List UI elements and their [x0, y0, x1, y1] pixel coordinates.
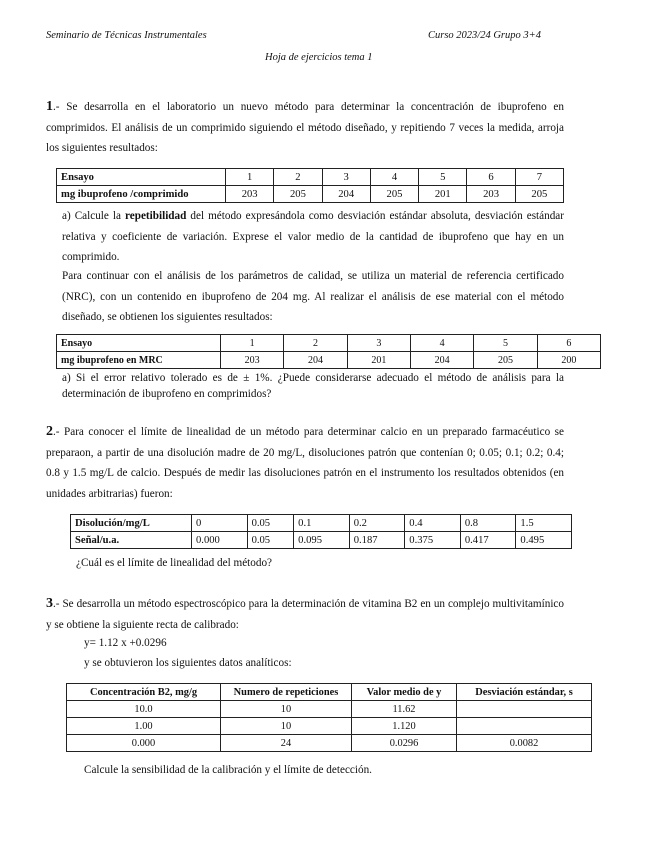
table-row	[67, 684, 592, 701]
table-cell: 205	[515, 186, 563, 203]
table-cell: 0.1	[294, 515, 350, 532]
table-cell: 10	[221, 701, 352, 718]
ex3-table	[66, 683, 592, 752]
table-cell: 0.375	[405, 532, 461, 549]
table-cell: 205	[474, 352, 537, 369]
table-header-cell: 3	[322, 169, 370, 186]
table-row	[57, 169, 564, 186]
ex2-question: ¿Cuál es el límite de linealidad del método?	[76, 557, 273, 569]
table-cell: 201	[419, 186, 467, 203]
table-cell: 0.000	[192, 532, 248, 549]
table-row	[67, 735, 592, 752]
table-cell: 10.0	[67, 701, 221, 718]
table-header-cell: 3	[347, 335, 410, 352]
ex2-intro-text: .- Para conocer el límite de linealidad de un método para determinar calcio en un preparado farmacéutico se preparaon, a partir de una disolución madre de 20 mg/L, disoluciones patrón que contenían 0; 0.05; 0.1; 0.2; 0.4; 0.8 y 1.5 mg/L de calcio. Después de medir las disoluciones patrón en el instrumento los resultados obtenidos (en unidades arbitrarias) fueron:	[46, 426, 564, 500]
table-row-label: mg ibuprofeno /comprimido	[57, 186, 226, 203]
table-row-label: Disolución/mg/L	[71, 515, 192, 532]
ex3-intro	[46, 594, 564, 635]
table-header-cell: 6	[467, 169, 515, 186]
ex3-data-intro: y se obtuvieron los siguientes datos analíticos:	[84, 657, 292, 669]
ex1-intro-text: .- Se desarrolla en el laboratorio un nuevo método para determinar la concentración de ibuprofeno en comprimidos. El análisis de un comprimido siguiendo el método diseñado, y repitiendo 7 veces la medida, arroja los siguientes resultados:	[46, 101, 564, 154]
table-cell: 0.495	[516, 532, 572, 549]
table-cell: 0.2	[349, 515, 405, 532]
table-header-cell: 4	[410, 335, 473, 352]
table-cell: 200	[537, 352, 600, 369]
table-header-cell: Ensayo	[57, 169, 226, 186]
table-cell: 0.0296	[352, 735, 457, 752]
ex1-continuation-text: Para continuar con el análisis de los parámetros de calidad, se utiliza un material de referencia certificado (NRC), con un contenido en ibuprofeno de 204 mg. Al realizar el análisis de ese material con el método diseñado, se obtienen los siguientes resultados:	[62, 270, 564, 323]
table-header-cell: 1	[226, 169, 274, 186]
ex2-number: 2	[46, 424, 53, 439]
ex2-table	[70, 514, 572, 549]
table-cell: 205	[274, 186, 322, 203]
table-cell: 203	[467, 186, 515, 203]
table-row-label: mg ibuprofeno en MRC	[57, 352, 221, 369]
table-header-cell: Numero de repeticiones	[221, 684, 352, 701]
table-row	[67, 701, 592, 718]
table-cell: 203	[226, 186, 274, 203]
table-row	[71, 515, 572, 532]
table-cell: 0.05	[247, 532, 294, 549]
table-header-cell: 5	[419, 169, 467, 186]
table-cell: 1.120	[352, 718, 457, 735]
ex1-intro	[46, 97, 564, 159]
table-cell: 0.0082	[457, 735, 592, 752]
table-cell: 204	[322, 186, 370, 203]
header-course-name: Seminario de Técnicas Instrumentales	[46, 30, 207, 41]
table-cell: 11.62	[352, 701, 457, 718]
table-row	[57, 335, 601, 352]
table-cell: 204	[410, 352, 473, 369]
header-course-group: Curso 2023/24 Grupo 3+4	[428, 30, 541, 41]
table-cell: 0.095	[294, 532, 350, 549]
ex1-question-a	[62, 206, 564, 268]
table-cell: 204	[284, 352, 347, 369]
table-header-cell: 5	[474, 335, 537, 352]
table-header-cell: 6	[537, 335, 600, 352]
qa-suffix: del método expresándola como desviación estándar absoluta, desviación estándar relativa y coeficiente de variación. Exprese el valor medio de la cantidad de ibuprofeno que hay en un comprimido.	[62, 210, 564, 263]
table-row	[57, 186, 564, 203]
table-cell: 0.187	[349, 532, 405, 549]
table-cell: 0.8	[460, 515, 516, 532]
table-header-cell: 1	[221, 335, 284, 352]
table-header-cell: Valor medio de y	[352, 684, 457, 701]
table-header-cell: 2	[274, 169, 322, 186]
table-cell: 0	[192, 515, 248, 532]
table-cell: 0.000	[67, 735, 221, 752]
qa-bold-term: repetibilidad	[125, 210, 187, 222]
ex3-number: 3	[46, 596, 53, 611]
ex1-question-b-text: a) Si el error relativo tolerado es de ± 1%. ¿Puede considerarse adecuado el método de análisis para la determinación de ibuprofeno en comprimidos?	[62, 372, 564, 400]
table-cell: 10	[221, 718, 352, 735]
table-cell: 205	[370, 186, 418, 203]
table-cell	[457, 718, 592, 735]
ex1-continuation	[62, 266, 564, 328]
table-cell: 0.4	[405, 515, 461, 532]
table-row	[71, 532, 572, 549]
ex3-question: Calcule la sensibilidad de la calibración y el límite de detección.	[84, 764, 372, 776]
ex2-intro	[46, 422, 564, 504]
ex1-number: 1	[46, 99, 53, 114]
table-cell: 203	[221, 352, 284, 369]
qa-prefix: a) Calcule la	[62, 210, 126, 222]
page-title: Hoja de ejercicios tema 1	[265, 52, 373, 63]
table-cell: 1.00	[67, 718, 221, 735]
ex3-intro-text: .- Se desarrolla un método espectroscópico para la determinación de vitamina B2 en un complejo multivitamínico y se obtiene la siguiente recta de calibrado:	[46, 598, 564, 631]
table-header-cell: Ensayo	[57, 335, 221, 352]
table-cell: 0.05	[247, 515, 294, 532]
ex1-table2	[56, 334, 601, 369]
table-header-cell: Desviación estándar, s	[457, 684, 592, 701]
ex3-equation: y= 1.12 x +0.0296	[84, 637, 167, 649]
table-cell: 24	[221, 735, 352, 752]
table-cell: 0.417	[460, 532, 516, 549]
table-header-cell: Concentración B2, mg/g	[67, 684, 221, 701]
ex1-question-b	[62, 370, 564, 402]
table-row	[67, 718, 592, 735]
table-row	[57, 352, 601, 369]
table-header-cell: 7	[515, 169, 563, 186]
table-cell	[457, 701, 592, 718]
table-header-cell: 4	[370, 169, 418, 186]
table-row-label: Señal/u.a.	[71, 532, 192, 549]
table-cell: 1.5	[516, 515, 572, 532]
table-cell: 201	[347, 352, 410, 369]
table-header-cell: 2	[284, 335, 347, 352]
ex1-table1	[56, 168, 564, 203]
